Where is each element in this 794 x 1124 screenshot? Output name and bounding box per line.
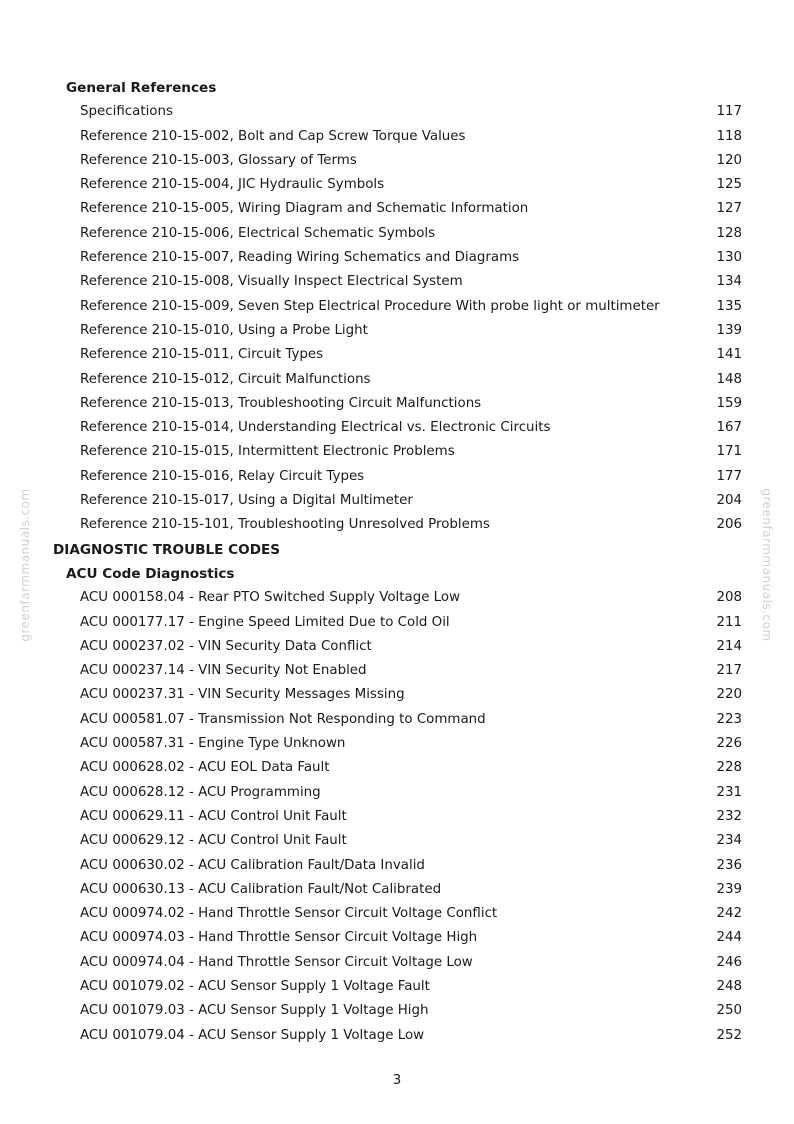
toc-entry-page: 234 xyxy=(716,833,742,849)
toc-entry[interactable] xyxy=(0,975,794,999)
toc-entry[interactable] xyxy=(0,878,794,902)
toc-entry-title: Reference 210-15-009, Seven Step Electrical Procedure With probe light or multimeter xyxy=(80,298,660,314)
toc-entry[interactable] xyxy=(0,756,794,780)
toc-entry[interactable] xyxy=(0,465,794,489)
toc-entry[interactable] xyxy=(0,222,794,246)
toc-entry[interactable] xyxy=(0,732,794,756)
toc-entry-page: 141 xyxy=(716,347,742,363)
toc-entry-title: Reference 210-15-007, Reading Wiring Schematics and Diagrams xyxy=(80,250,520,266)
toc-entry[interactable] xyxy=(0,319,794,343)
toc-entry[interactable] xyxy=(0,513,794,537)
toc-entry[interactable] xyxy=(0,854,794,878)
toc-entry-page: 208 xyxy=(716,590,742,606)
toc-entry-page: 159 xyxy=(716,395,742,411)
toc-entry[interactable] xyxy=(0,270,794,294)
section-heading[interactable]: General References xyxy=(66,80,217,96)
toc-entry[interactable] xyxy=(0,489,794,513)
toc-entry-title: ACU 000974.04 - Hand Throttle Sensor Circuit Voltage Low xyxy=(80,954,473,970)
toc-entry-page: 127 xyxy=(716,201,742,217)
toc-entry-page: 135 xyxy=(716,298,742,314)
toc-entry-title: Reference 210-15-003, Glossary of Terms xyxy=(80,152,357,168)
toc-entry[interactable] xyxy=(0,902,794,926)
toc-entry[interactable] xyxy=(0,829,794,853)
toc-entry-page: 130 xyxy=(716,250,742,266)
toc-entry-title: ACU 000629.11 - ACU Control Unit Fault xyxy=(80,808,347,824)
toc-entry-title: Reference 210-15-011, Circuit Types xyxy=(80,347,324,363)
toc-entry-title: Reference 210-15-005, Wiring Diagram and Schematic Information xyxy=(80,201,529,217)
toc-entry-title: ACU 000581.07 - Transmission Not Responding to Command xyxy=(80,711,486,727)
toc-entry-title: Reference 210-15-002, Bolt and Cap Screw Torque Values xyxy=(80,128,466,144)
toc-entry[interactable] xyxy=(0,440,794,464)
toc-entry-title: Reference 210-15-016, Relay Circuit Types xyxy=(80,468,365,484)
toc-entry-page: 120 xyxy=(716,152,742,168)
toc-entry-title: ACU 000630.13 - ACU Calibration Fault/Not Calibrated xyxy=(80,881,442,897)
toc-entry-page: 232 xyxy=(716,808,742,824)
toc-entry-title: ACU 001079.02 - ACU Sensor Supply 1 Voltage Fault xyxy=(80,978,430,994)
toc-entry[interactable] xyxy=(0,635,794,659)
toc-entry[interactable] xyxy=(0,368,794,392)
toc-entry-title: ACU 001079.04 - ACU Sensor Supply 1 Voltage Low xyxy=(80,1027,425,1043)
toc-entry[interactable] xyxy=(0,781,794,805)
toc-entry-page: 204 xyxy=(716,493,742,509)
toc-entry-page: 246 xyxy=(716,954,742,970)
toc-entry-page: 228 xyxy=(716,760,742,776)
toc-entry-page: 226 xyxy=(716,736,742,752)
toc-entry[interactable] xyxy=(0,295,794,319)
toc-entry-page: 231 xyxy=(716,784,742,800)
toc-entry-title: ACU 000158.04 - Rear PTO Switched Supply Voltage Low xyxy=(80,590,461,606)
toc-entry[interactable] xyxy=(0,246,794,270)
toc-entry-page: 223 xyxy=(716,711,742,727)
toc-entry-page: 118 xyxy=(716,128,742,144)
toc-entry-title: Reference 210-15-012, Circuit Malfunctions xyxy=(80,371,371,387)
toc-entry-title: ACU 000237.31 - VIN Security Messages Missing xyxy=(80,687,405,703)
toc-entry-page: 217 xyxy=(716,663,742,679)
toc-entry-page: 128 xyxy=(716,225,742,241)
toc-entry-page: 139 xyxy=(716,322,742,338)
watermark-left: greenfarmmanuals.com xyxy=(18,488,32,642)
toc-entry-page: 211 xyxy=(716,614,742,630)
toc-entry-page: 167 xyxy=(716,420,742,436)
toc-entry-page: 220 xyxy=(716,687,742,703)
toc-entry[interactable] xyxy=(0,586,794,610)
toc-entry[interactable] xyxy=(0,999,794,1023)
toc-entry-title: ACU 000974.03 - Hand Throttle Sensor Circuit Voltage High xyxy=(80,930,478,946)
toc-entry-title: ACU 000629.12 - ACU Control Unit Fault xyxy=(80,833,347,849)
toc-entry-page: 134 xyxy=(716,274,742,290)
toc-entry-title: Reference 210-15-014, Understanding Electrical vs. Electronic Circuits xyxy=(80,420,551,436)
toc-entry-title: ACU 000237.02 - VIN Security Data Conflict xyxy=(80,638,372,654)
toc-entry-title: ACU 000630.02 - ACU Calibration Fault/Data Invalid xyxy=(80,857,425,873)
table-of-contents xyxy=(0,76,794,1048)
toc-entry[interactable] xyxy=(0,125,794,149)
toc-entry-title: ACU 000177.17 - Engine Speed Limited Due to Cold Oil xyxy=(80,614,450,630)
toc-entry[interactable] xyxy=(0,708,794,732)
toc-entry-title: Reference 210-15-004, JIC Hydraulic Symbols xyxy=(80,177,385,193)
toc-entry-page: 250 xyxy=(716,1003,742,1019)
page-number: 3 xyxy=(392,1073,402,1088)
toc-entry-title: Reference 210-15-010, Using a Probe Light xyxy=(80,322,368,338)
toc-entry[interactable] xyxy=(0,951,794,975)
toc-entry-page: 206 xyxy=(716,517,742,533)
toc-entry[interactable] xyxy=(0,805,794,829)
toc-entry-title: ACU 000628.12 - ACU Programming xyxy=(80,784,321,800)
toc-entry[interactable] xyxy=(0,1024,794,1048)
toc-entry-title: ACU 001079.03 - ACU Sensor Supply 1 Voltage High xyxy=(80,1003,429,1019)
toc-entry[interactable] xyxy=(0,149,794,173)
section-heading[interactable]: ACU Code Diagnostics xyxy=(66,565,235,582)
toc-entry[interactable] xyxy=(0,416,794,440)
toc-entry[interactable] xyxy=(0,197,794,221)
section-heading[interactable]: DIAGNOSTIC TROUBLE CODES xyxy=(53,541,281,558)
toc-entry-page: 214 xyxy=(716,638,742,654)
toc-entry[interactable] xyxy=(0,343,794,367)
toc-entry-title: ACU 000974.02 - Hand Throttle Sensor Circuit Voltage Conflict xyxy=(80,906,498,922)
toc-entry[interactable] xyxy=(0,173,794,197)
toc-entry-page: 236 xyxy=(716,857,742,873)
toc-entry-title: Reference 210-15-015, Intermittent Electronic Problems xyxy=(80,444,455,460)
toc-entry[interactable] xyxy=(0,926,794,950)
toc-entry-title: Reference 210-15-008, Visually Inspect Electrical System xyxy=(80,274,463,290)
toc-entry-page: 177 xyxy=(716,468,742,484)
toc-entry-page: 125 xyxy=(716,177,742,193)
toc-entry-page: 248 xyxy=(716,978,742,994)
toc-entry[interactable] xyxy=(0,659,794,683)
toc-entry-title: Reference 210-15-006, Electrical Schematic Symbols xyxy=(80,225,436,241)
toc-entry-title: Reference 210-15-101, Troubleshooting Unresolved Problems xyxy=(80,517,490,533)
toc-entry-title: Reference 210-15-013, Troubleshooting Circuit Malfunctions xyxy=(80,395,482,411)
toc-entry-page: 239 xyxy=(716,881,742,897)
toc-entry-page: 252 xyxy=(716,1027,742,1043)
toc-entry[interactable] xyxy=(0,611,794,635)
toc-entry-title: ACU 000237.14 - VIN Security Not Enabled xyxy=(80,663,367,679)
toc-entry-title: ACU 000628.02 - ACU EOL Data Fault xyxy=(80,760,330,776)
toc-entry-page: 242 xyxy=(716,906,742,922)
toc-entry-page: 148 xyxy=(716,371,742,387)
toc-entry-title: Reference 210-15-017, Using a Digital Multimeter xyxy=(80,493,413,509)
toc-entry-page: 117 xyxy=(716,104,742,120)
toc-entry-title: ACU 000587.31 - Engine Type Unknown xyxy=(80,736,346,752)
toc-entry[interactable] xyxy=(0,392,794,416)
toc-entry-title: Specifications xyxy=(80,104,173,120)
toc-entry-page: 171 xyxy=(716,444,742,460)
toc-entry-page: 244 xyxy=(716,930,742,946)
watermark-right: greenfarmmanuals.com xyxy=(760,488,774,642)
toc-entry[interactable] xyxy=(0,683,794,707)
toc-entry[interactable] xyxy=(0,100,794,124)
